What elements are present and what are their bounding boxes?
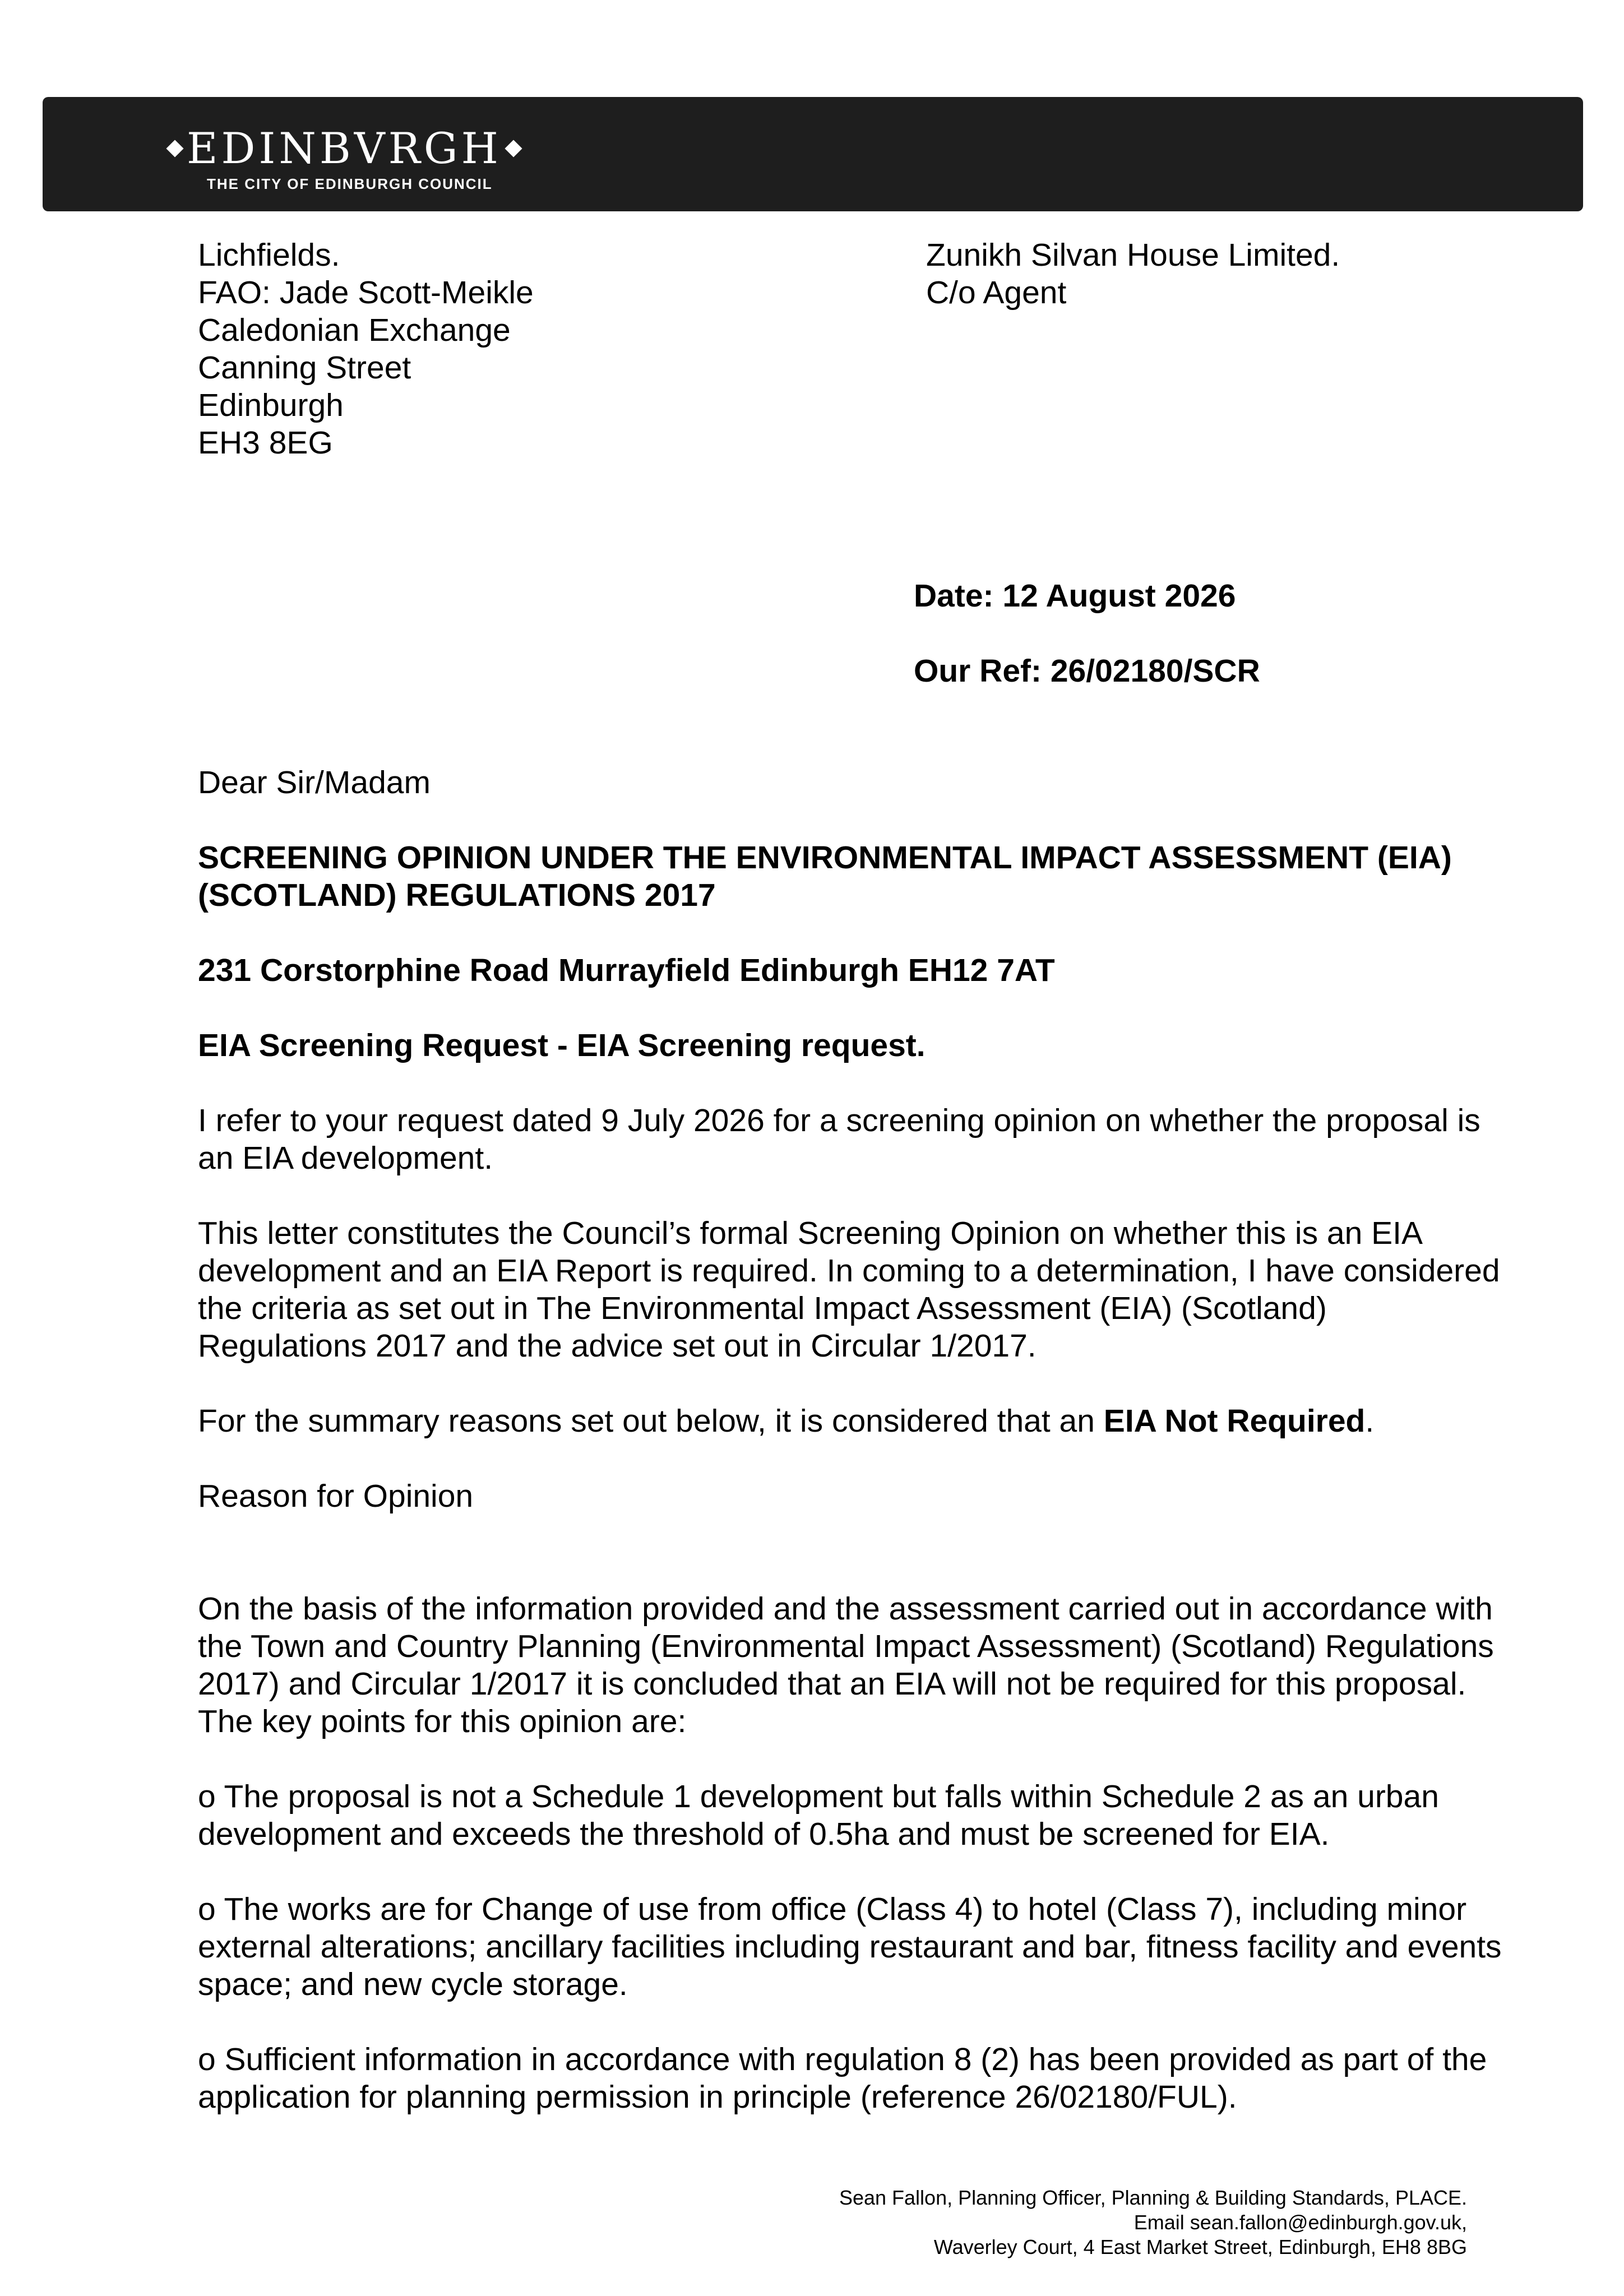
recipient-line: Lichfields.: [198, 237, 340, 273]
key-point: o The works are for Change of use from office (Class 4) to hotel (Class 7), including minor external alterations; ancillary facilities including restaurant and bar, fitness facility and events space; and new cycle storage.: [198, 1891, 1502, 2002]
key-point: o The proposal is not a Schedule 1 development but falls within Schedule 2 as an urban development and exceeds the threshold of 0.5ha and must be screened for EIA.: [198, 1779, 1439, 1852]
logo-tagline: THE CITY OF EDINBURGH COUNCIL: [207, 175, 493, 192]
paragraph-constitutes: This letter constitutes the Council’s formal Screening Opinion on whether this is an EIA development and an EIA Report is required. In coming to a determination, I have considered the criteria as set out in The Environmental Impact Assessment (EIA) (Scotland) Regulations 2017 and the advice set out in Circular 1/2017.: [198, 1215, 1500, 1364]
our-reference: Our Ref: 26/02180/SCR: [914, 653, 1260, 689]
key-point: o Sufficient information in accordance with regulation 8 (2) has been provided as part of the application for planning permission in principle (reference 26/02180/FUL).: [198, 2042, 1487, 2115]
paragraph-refer: I refer to your request dated 9 July 2026 for a screening opinion on whether the proposal is an EIA development.: [198, 1103, 1480, 1176]
reference-block: [914, 577, 1260, 728]
recipient-line: Canning Street: [198, 350, 411, 386]
header-banner: [43, 97, 1583, 211]
footer-address: Waverley Court, 4 East Market Street, Edinburgh, EH8 8BG: [933, 2235, 1467, 2258]
summary-statement: [198, 1402, 1504, 1440]
officer-footer: [839, 2186, 1467, 2260]
recipient-line: Caledonian Exchange: [198, 312, 511, 348]
applicant-address: [926, 237, 1340, 312]
summary-suffix: .: [1365, 1403, 1375, 1439]
salutation: Dear Sir/Madam: [198, 765, 431, 800]
summary-prefix: For the summary reasons set out below, it is considered that an: [198, 1403, 1104, 1439]
applicant-line: Zunikh Silvan House Limited.: [926, 237, 1340, 273]
applicant-line: C/o Agent: [926, 275, 1067, 311]
logo-diamond-left-icon: [166, 140, 183, 157]
recipient-address: [198, 237, 534, 462]
site-address: 231 Corstorphine Road Murrayfield Edinburgh EH12 7AT: [198, 952, 1055, 988]
recipient-line: EH3 8EG: [198, 425, 333, 461]
summary-outcome: EIA Not Required: [1103, 1403, 1366, 1439]
logo-diamond-right-icon: [505, 140, 522, 157]
footer-officer: Sean Fallon, Planning Officer, Planning & Building Standards, PLACE.: [839, 2186, 1467, 2209]
key-points-intro: The key points for this opinion are:: [198, 1704, 687, 1739]
recipient-line: Edinburgh: [198, 387, 344, 423]
letter-date: Date: 12 August 2026: [914, 578, 1236, 614]
request-title: EIA Screening Request - EIA Screening request.: [198, 1027, 926, 1063]
logo-wordmark: EDINBVRGH: [187, 123, 502, 173]
recipient-line: FAO: Jade Scott-Meikle: [198, 275, 534, 311]
letter-heading: SCREENING OPINION UNDER THE ENVIRONMENTAL IMPACT ASSESSMENT (EIA) (SCOTLAND) REGULATIONS 2017: [198, 840, 1452, 913]
reason-label: Reason for Opinion: [198, 1478, 474, 1514]
letter-body: [198, 764, 1504, 2154]
footer-email: Email sean.fallon@edinburgh.gov.uk,: [1133, 2211, 1467, 2234]
council-logo: [163, 123, 525, 193]
paragraph-basis: On the basis of the information provided and the assessment carried out in accordance with the Town and Country Planning (Environmental Impact Assessment) (Scotland) Regulations 2017) and Circular 1/2017 it is concluded that an EIA will not be required for this proposal.: [198, 1591, 1494, 1702]
